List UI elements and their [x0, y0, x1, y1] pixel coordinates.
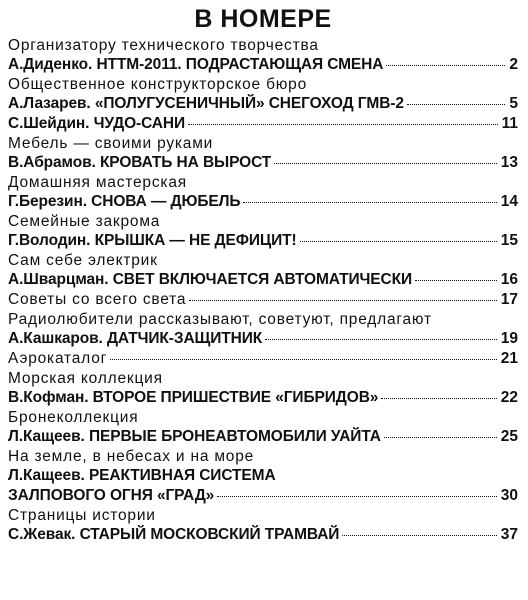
dot-leader [274, 163, 497, 164]
article-title: КРОВАТЬ НА ВЫРОСТ [99, 154, 272, 171]
article-entry[interactable] [8, 329, 518, 349]
rubric-entry[interactable] [8, 349, 518, 369]
article-text [8, 329, 262, 349]
rubric-heading: Радиолюбители рассказывают, советуют, предлагают [8, 311, 432, 328]
article-title: ПЕРВЫЕ БРОНЕАВТОМОБИЛИ УАЙТА [88, 428, 381, 445]
rubric-heading: На земле, в небесах и на море [8, 448, 255, 465]
rubric-heading: Морская коллекция [8, 370, 163, 387]
article-title: РЕАКТИВНАЯ СИСТЕМА [88, 467, 276, 484]
article-entry[interactable] [8, 55, 518, 75]
article-text [8, 388, 378, 408]
article-author: А.Диденко. [8, 56, 93, 73]
article-text [8, 466, 276, 486]
article-entry[interactable] [8, 486, 518, 506]
dot-leader [189, 300, 496, 301]
article-author: А.Шварцман. [8, 271, 109, 288]
dot-leader [243, 202, 496, 203]
dot-leader [381, 398, 496, 399]
article-author: А.Кашкаров. [8, 330, 103, 347]
article-entry[interactable] [8, 388, 518, 408]
rubric-heading: Бронеколлекция [8, 409, 139, 426]
article-text [8, 231, 297, 251]
article-author: С.Жевак. [8, 526, 76, 543]
page-title: В НОМЕРЕ [194, 5, 332, 33]
article-entry[interactable] [8, 427, 518, 447]
page-number: 15 [500, 232, 518, 249]
article-entry[interactable] [8, 94, 518, 114]
rubric-heading: Сам себе электрик [8, 252, 158, 269]
article-title: НТТМ-2011. ПОДРАСТАЮЩАЯ СМЕНА [96, 56, 384, 73]
page-number: 11 [501, 115, 518, 132]
article-author: Л.Кащеев. [8, 428, 85, 445]
article-text [8, 94, 404, 114]
article-entry[interactable] [8, 231, 518, 251]
article-author: В.Абрамов. [8, 154, 96, 171]
page-number: 25 [500, 428, 518, 445]
page-number: 2 [509, 56, 518, 73]
rubric-heading: Аэрокаталог [8, 350, 108, 367]
rubric-heading: Семейные закрома [8, 213, 161, 230]
article-author: Г.Березин. [8, 193, 87, 210]
dot-leader [386, 65, 505, 66]
page-number: 37 [500, 526, 518, 543]
page-number: 17 [500, 291, 518, 308]
article-entry[interactable] [8, 153, 518, 173]
page-number: 22 [500, 389, 518, 406]
article-text [8, 525, 339, 545]
article-title: ЗАЛПОВОГО ОГНЯ «ГРАД» [8, 487, 215, 504]
article-entry[interactable] [8, 192, 518, 212]
page-number: 19 [500, 330, 518, 347]
article-text [8, 55, 383, 75]
table-of-contents [8, 36, 518, 545]
article-entry[interactable] [8, 466, 518, 486]
article-text [8, 153, 271, 173]
dot-leader [188, 124, 498, 125]
article-entry[interactable] [8, 525, 518, 545]
article-text [8, 270, 412, 290]
rubric-entry[interactable] [8, 290, 518, 310]
page-number: 21 [500, 350, 518, 367]
dot-leader [342, 535, 496, 536]
article-author: Г.Володин. [8, 232, 91, 249]
article-entry[interactable] [8, 270, 518, 290]
article-title: ДАТЧИК-ЗАЩИТНИК [106, 330, 263, 347]
article-title: КРЫШКА — НЕ ДЕФИЦИТ! [94, 232, 297, 249]
dot-leader [407, 104, 505, 105]
dot-leader [415, 280, 497, 281]
article-entry[interactable] [8, 114, 518, 134]
article-text [8, 192, 240, 212]
article-title: ЧУДО-САНИ [93, 115, 186, 132]
article-title: СТАРЫЙ МОСКОВСКИЙ ТРАМВАЙ [79, 526, 340, 543]
article-title: «ПОЛУГУСЕНИЧНЫЙ» СНЕГОХОД ГМВ-2 [94, 95, 404, 112]
page-number: 14 [500, 193, 518, 210]
page-number: 30 [500, 487, 518, 504]
rubric-heading: Советы со всего света [8, 291, 187, 308]
rubric-heading: Организатору технического творчества [8, 37, 319, 54]
rubric-heading: Общественное конструкторское бюро [8, 76, 308, 93]
article-author: Л.Кащеев. [8, 467, 85, 484]
dot-leader [217, 496, 497, 497]
article-title: СНОВА — ДЮБЕЛЬ [91, 193, 241, 210]
article-title: СВЕТ ВКЛЮЧАЕТСЯ АВТОМАТИЧЕСКИ [112, 271, 413, 288]
article-author: В.Кофман. [8, 389, 89, 406]
page-number: 13 [500, 154, 518, 171]
dot-leader [265, 339, 497, 340]
article-text [8, 486, 214, 506]
article-text [8, 427, 381, 447]
article-text [8, 114, 185, 134]
dot-leader [110, 359, 497, 360]
dot-leader [300, 241, 497, 242]
rubric-heading: Страницы истории [8, 507, 156, 524]
rubric-heading: Мебель — своими руками [8, 135, 214, 152]
article-title: ВТОРОЕ ПРИШЕСТВИЕ «ГИБРИДОВ» [92, 389, 379, 406]
rubric-heading: Домашняя мастерская [8, 174, 187, 191]
article-author: С.Шейдин. [8, 115, 90, 132]
page-number: 16 [500, 271, 518, 288]
page-number: 5 [509, 95, 518, 112]
dot-leader [384, 437, 497, 438]
article-author: А.Лазарев. [8, 95, 91, 112]
